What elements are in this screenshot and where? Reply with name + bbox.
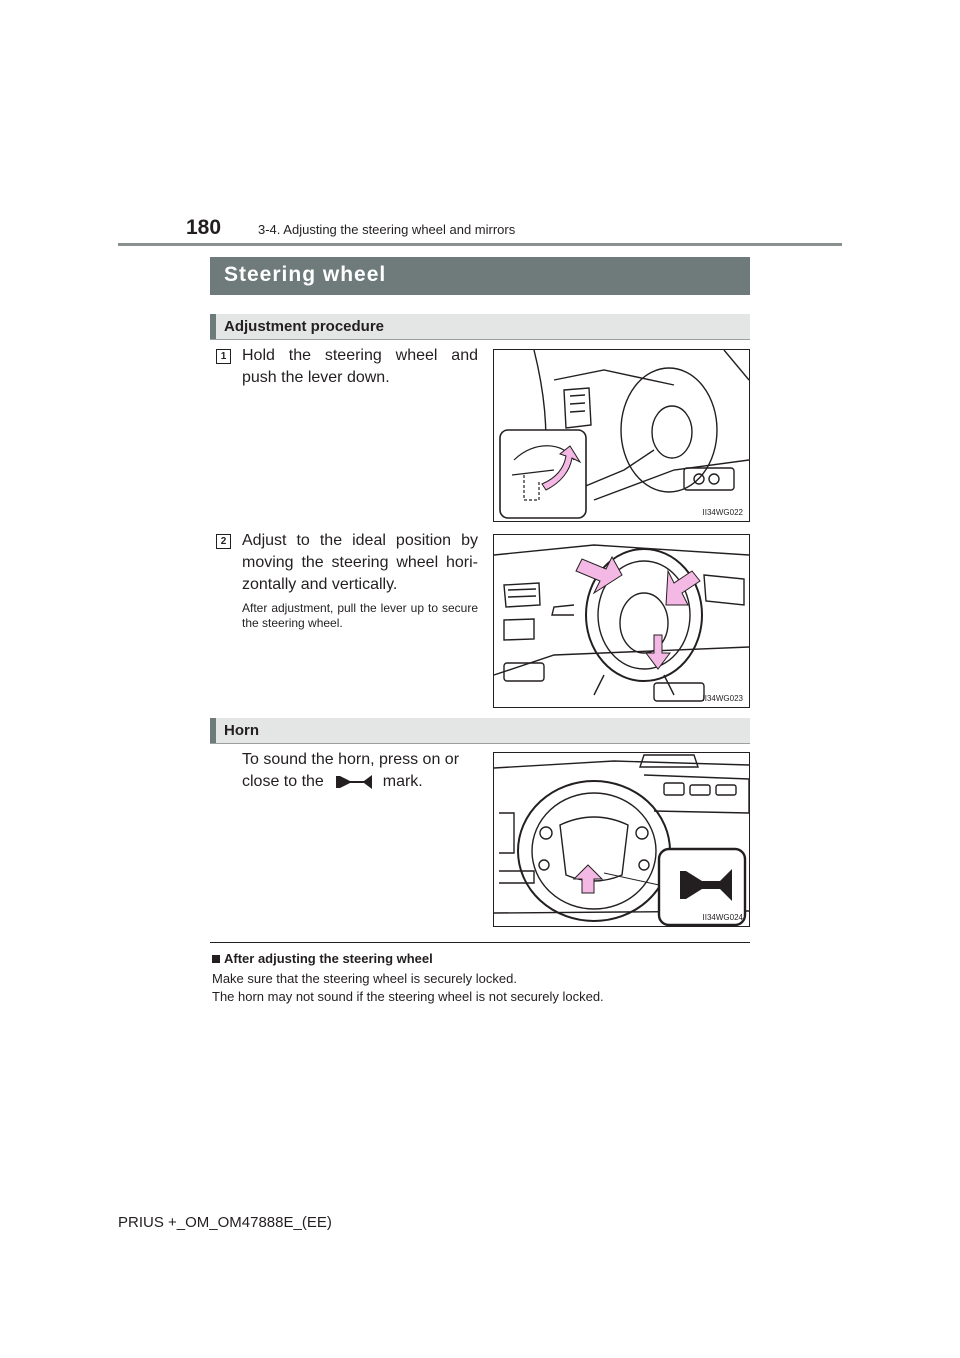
figure-code: II34WG022 <box>702 508 743 517</box>
figure-wheel-adjust <box>493 534 750 708</box>
figure-horn <box>493 752 750 927</box>
figure-code: II34WG024 <box>702 913 743 922</box>
subsection-title: Adjustment procedure <box>224 318 385 335</box>
figure-lever-down <box>493 349 750 522</box>
step-2-note: After adjustment, pull the lever up to secure the steering wheel. <box>242 601 478 630</box>
step-number-1: 1 <box>216 349 231 364</box>
notes-divider <box>210 942 750 943</box>
horn-illustration <box>494 753 749 926</box>
bullet-square-icon <box>212 955 220 963</box>
note-heading <box>212 951 433 966</box>
section-header <box>210 257 750 295</box>
section-title: Steering wheel <box>224 263 387 286</box>
subsection-header-horn <box>210 718 750 744</box>
step-number-2: 2 <box>216 534 231 549</box>
chapter-title: 3-4. Adjusting the steering wheel and mirrors <box>258 222 516 237</box>
pink-arrow-icon <box>666 571 700 605</box>
subsection-accent <box>210 314 216 339</box>
subsection-header-adjustment <box>210 314 750 340</box>
horn-text <box>242 749 478 793</box>
lever-illustration <box>494 350 749 521</box>
footer-code: PRIUS +_OM_OM47888E_(EE) <box>118 1214 332 1231</box>
horn-text-before: To sound the horn, press on or close to the <box>242 751 460 790</box>
pink-arrow-icon <box>576 557 622 593</box>
subsection-title: Horn <box>224 722 259 739</box>
horn-text-after: mark. <box>382 773 423 790</box>
header-divider <box>118 243 842 246</box>
note-line-2: The horn may not sound if the steering wheel is not securely locked. <box>212 989 604 1004</box>
subsection-accent <box>210 718 216 743</box>
step-2-text: Adjust to the ideal position by moving the steering wheel hori-zontally and vertically. <box>242 532 478 593</box>
note-heading-text: After adjusting the steering wheel <box>224 951 433 966</box>
page-number: 180 <box>186 216 222 239</box>
pink-arrow-icon <box>574 865 602 893</box>
step-1-text: Hold the steering wheel and push the lever down. <box>242 347 478 386</box>
wheel-adjust-illustration <box>494 535 749 707</box>
note-line-1: Make sure that the steering wheel is securely locked. <box>212 971 517 986</box>
horn-icon <box>328 773 378 791</box>
figure-code: II34WG023 <box>702 694 743 703</box>
